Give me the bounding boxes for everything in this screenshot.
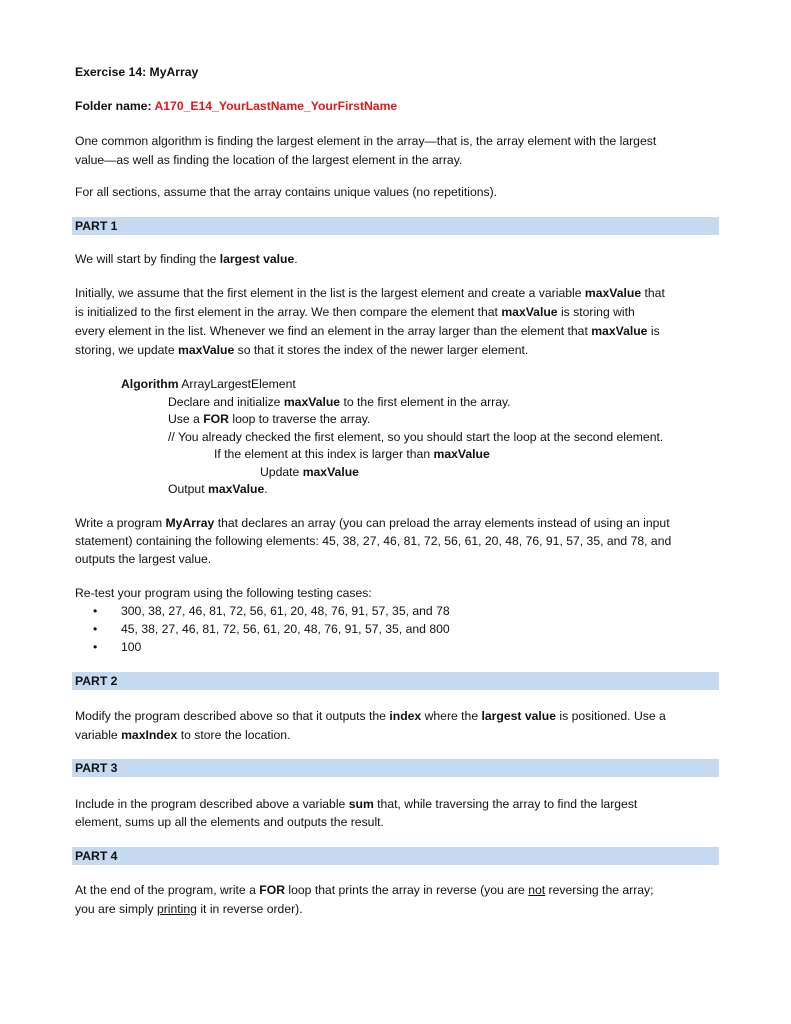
part4-line-1: At the end of the program, write a FOR loop that prints the array in reverse (you are not reversing the array; [75, 883, 654, 897]
bullet-icon: • [93, 604, 98, 618]
intro-line-2: value—as well as finding the location of the largest element in the array. [75, 153, 463, 167]
exercise-title: Exercise 14: MyArray [75, 65, 199, 79]
part1-intro: We will start by finding the largest value. [75, 252, 298, 266]
retest-text: Re-test your program using the following testing cases: [75, 586, 372, 600]
part1-para-line-4: storing, we update maxValue so that it stores the index of the newer larger element. [75, 343, 529, 357]
test-case-2: 45, 38, 27, 46, 81, 72, 56, 61, 20, 48, 76, 91, 57, 35, and 800 [121, 622, 450, 636]
part1-header: PART 1 [72, 217, 719, 235]
part1-para-line-1: Initially, we assume that the first element in the list is the largest element and create a variable maxValue that [75, 286, 665, 300]
algorithm-step-if: If the element at this index is larger than maxValue [214, 447, 490, 461]
part3-line-1: Include in the program described above a variable sum that, while traversing the array to find the largest [75, 797, 638, 811]
part1-para-line-2: is initialized to the first element in the array. We then compare the element that maxValue is storing with [75, 305, 635, 319]
algorithm-step-1: Declare and initialize maxValue to the first element in the array. [168, 395, 511, 409]
part3-header: PART 3 [72, 759, 719, 777]
algorithm-comment: // You already checked the first element, so you should start the loop at the second element. [168, 430, 664, 444]
folder-name: Folder name: A170_E14_YourLastName_YourFirstName [75, 99, 398, 113]
write-program-line-3: outputs the largest value. [75, 552, 212, 566]
bullet-icon: • [93, 640, 98, 654]
part1-para-line-3: every element in the list. Whenever we find an element in the array larger than the element that maxValue is [75, 324, 660, 338]
part3-line-2: element, sums up all the elements and outputs the result. [75, 815, 384, 829]
folder-value: A170_E14_YourLastName_YourFirstName [154, 99, 398, 113]
test-case-3: 100 [121, 640, 142, 654]
algorithm-step-update: Update maxValue [260, 465, 359, 479]
bullet-icon: • [93, 622, 98, 636]
part2-header: PART 2 [72, 672, 719, 690]
part2-line-2: variable maxIndex to store the location. [75, 728, 291, 742]
part2-line-1: Modify the program described above so that it outputs the index where the largest value is positioned. Use a [75, 709, 666, 723]
part4-header: PART 4 [72, 847, 719, 865]
write-program-line-2: statement) containing the following elements: 45, 38, 27, 46, 81, 72, 56, 61, 20, 48, 76, 91, 57, 35, and 78, and [75, 534, 672, 548]
assumption-text: For all sections, assume that the array contains unique values (no repetitions). [75, 185, 498, 199]
algorithm-step-2: Use a FOR loop to traverse the array. [168, 412, 371, 426]
algorithm-step-output: Output maxValue. [168, 482, 268, 496]
write-program-line-1: Write a program MyArray that declares an array (you can preload the array elements instead of using an input [75, 516, 670, 530]
algorithm-title: Algorithm ArrayLargestElement [121, 377, 296, 391]
intro-line-1: One common algorithm is finding the largest element in the array—that is, the array element with the largest [75, 134, 657, 148]
test-case-1: 300, 38, 27, 46, 81, 72, 56, 61, 20, 48, 76, 91, 57, 35, and 78 [121, 604, 450, 618]
part4-line-2: you are simply printing it in reverse order). [75, 902, 303, 916]
